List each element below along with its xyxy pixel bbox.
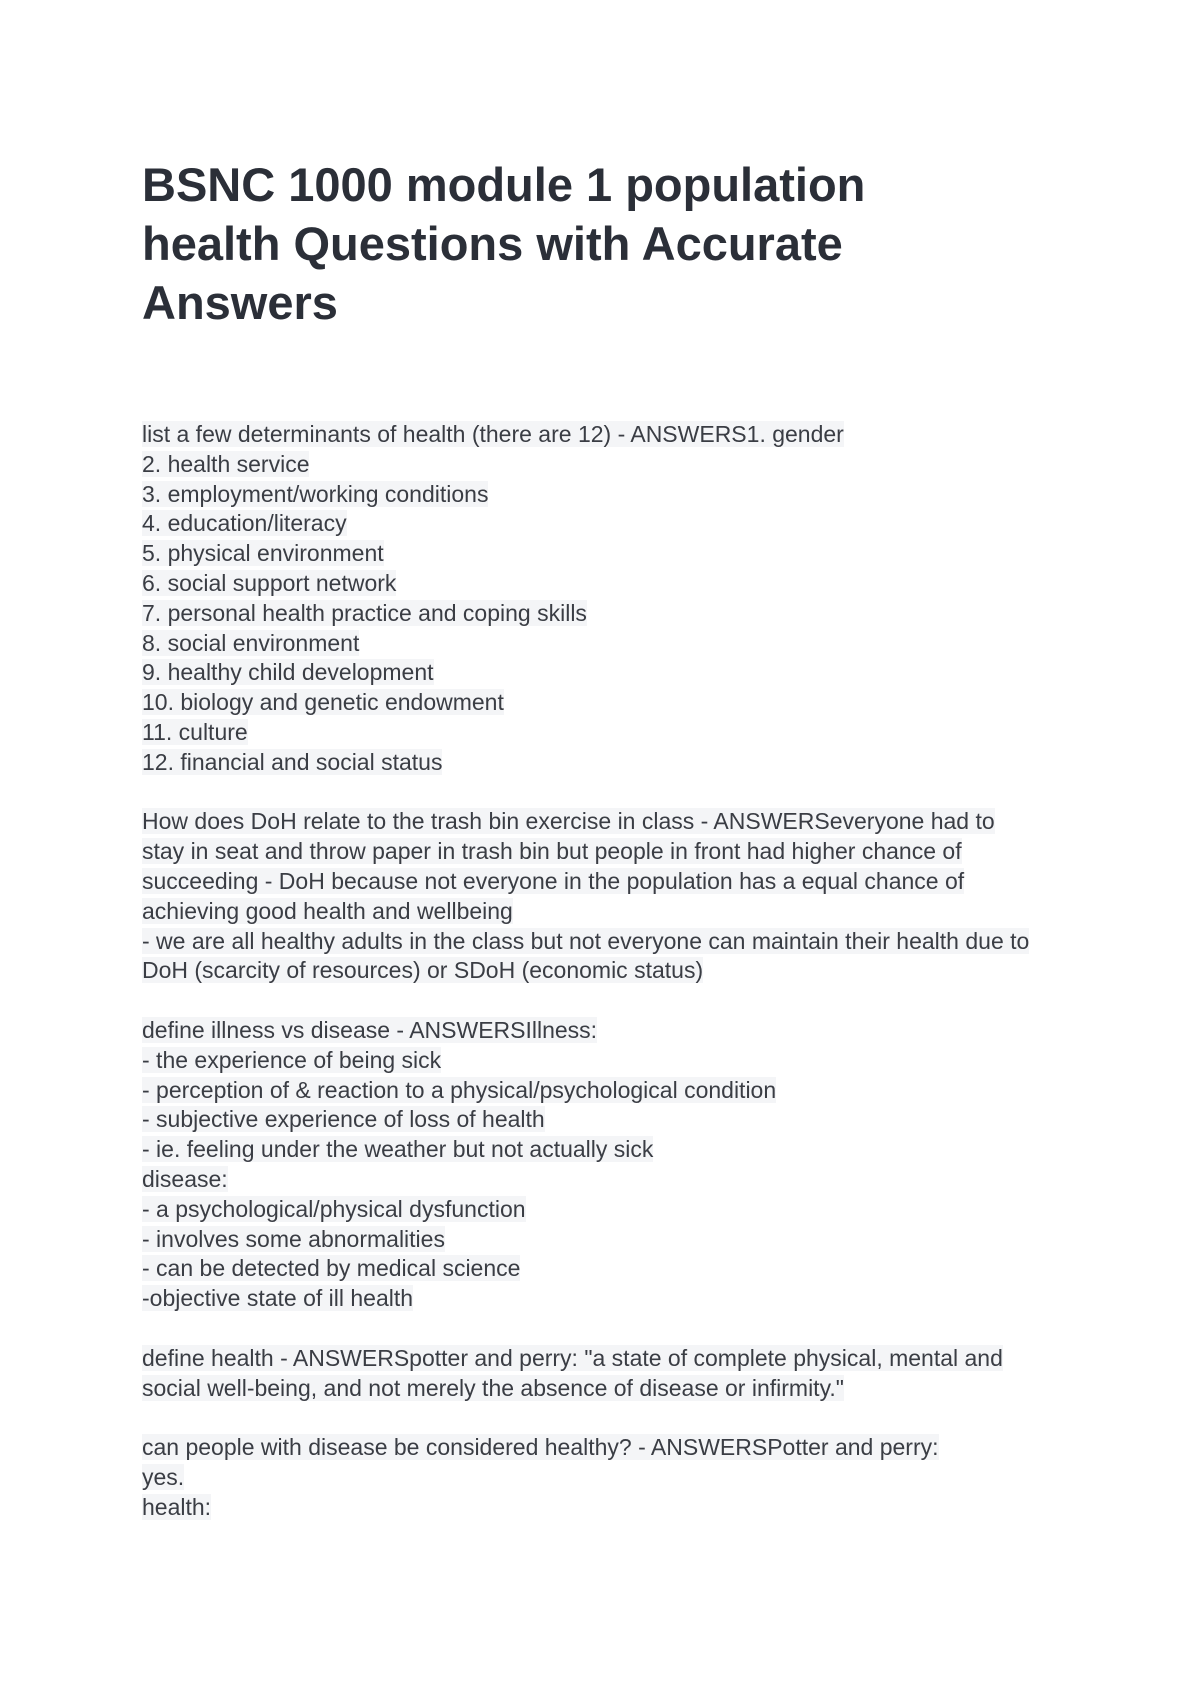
qa-block-disease-healthy bbox=[142, 1433, 1072, 1522]
text-line: define illness vs disease - ANSWERSIllness: bbox=[142, 1016, 598, 1043]
text-line: disease: bbox=[142, 1165, 228, 1192]
text-line: How does DoH relate to the trash bin exercise in class - ANSWERSeveryone had to bbox=[142, 808, 995, 835]
qa-block-illness-vs-disease bbox=[142, 1016, 1072, 1314]
text-line: 10. biology and genetic endowment bbox=[142, 689, 504, 716]
text-line: - subjective experience of loss of health bbox=[142, 1106, 545, 1133]
text-line: 9. healthy child development bbox=[142, 659, 434, 686]
text-line: - a psychological/physical dysfunction bbox=[142, 1195, 526, 1222]
text-line: DoH (scarcity of resources) or SDoH (economic status) bbox=[142, 957, 704, 984]
text-line: 4. education/literacy bbox=[142, 510, 347, 537]
qa-block-trash-bin bbox=[142, 807, 1072, 986]
text-line: 7. personal health practice and coping skills bbox=[142, 599, 587, 626]
text-line: - perception of & reaction to a physical/psychological condition bbox=[142, 1076, 777, 1103]
text-line: can people with disease be considered healthy? - ANSWERSPotter and perry: bbox=[142, 1434, 939, 1461]
text-line: -objective state of ill health bbox=[142, 1285, 414, 1312]
text-line: list a few determinants of health (there are 12) - ANSWERS1. gender bbox=[142, 421, 844, 447]
text-line: achieving good health and wellbeing bbox=[142, 897, 513, 924]
document-title: BSNC 1000 module 1 population health Questions with Accurate Answers bbox=[142, 158, 866, 329]
text-line: 11. culture bbox=[142, 718, 248, 745]
text-line: - we are all healthy adults in the class but not everyone can maintain their health due to bbox=[142, 927, 1030, 954]
text-line: - ie. feeling under the weather but not actually sick bbox=[142, 1136, 654, 1163]
text-line: - the experience of being sick bbox=[142, 1046, 442, 1073]
text-line: yes. bbox=[142, 1463, 185, 1490]
text-line: 3. employment/working conditions bbox=[142, 480, 489, 507]
qa-block-define-health bbox=[142, 1344, 1072, 1404]
text-line: define health - ANSWERSpotter and perry: "a state of complete physical, mental and bbox=[142, 1344, 1003, 1371]
qa-block-determinants bbox=[142, 420, 1072, 778]
document-content bbox=[142, 420, 1072, 1552]
text-line: 8. social environment bbox=[142, 629, 360, 656]
text-line: 2. health service bbox=[142, 450, 310, 477]
text-line: health: bbox=[142, 1493, 212, 1520]
text-line: 6. social support network bbox=[142, 569, 397, 596]
text-line: 5. physical environment bbox=[142, 540, 384, 567]
text-line: - can be detected by medical science bbox=[142, 1255, 521, 1282]
text-line: succeeding - DoH because not everyone in the population has a equal chance of bbox=[142, 867, 965, 894]
text-line: 12. financial and social status bbox=[142, 748, 443, 775]
text-line: stay in seat and throw paper in trash bin but people in front had higher chance of bbox=[142, 838, 962, 865]
text-line: - involves some abnormalities bbox=[142, 1225, 445, 1252]
text-line: social well-being, and not merely the absence of disease or infirmity." bbox=[142, 1374, 844, 1401]
